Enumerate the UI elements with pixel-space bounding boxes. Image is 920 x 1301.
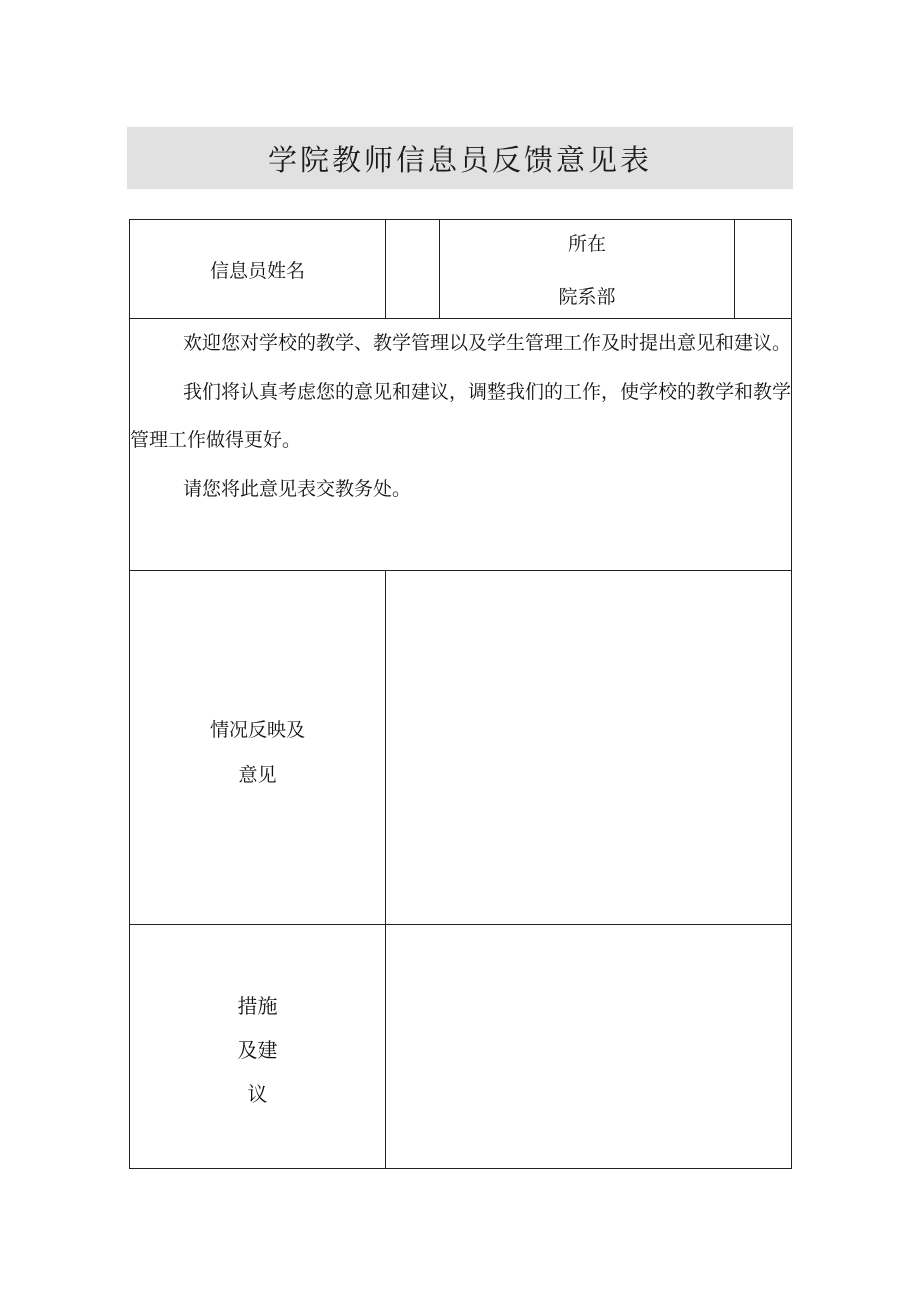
- feedback-label-cell: [130, 571, 386, 925]
- intro-text-cell: [130, 319, 792, 571]
- feedback-label-line2: 意见: [238, 763, 277, 786]
- department-label-line1: 所在: [567, 233, 606, 255]
- measures-label-cell: [130, 925, 386, 1169]
- measures-label-line2: 及建: [237, 1038, 278, 1062]
- intro-row: [130, 319, 792, 571]
- name-label-cell: [130, 220, 386, 319]
- department-field[interactable]: [735, 220, 792, 319]
- department-label-cell: [440, 220, 735, 319]
- measures-row: [130, 925, 792, 1169]
- intro-paragraph-3: 请您将此意见表交教务处。: [183, 477, 412, 500]
- measures-label-line1: 措施: [237, 994, 278, 1018]
- feedback-form-table: [129, 219, 792, 1169]
- info-row: [130, 220, 792, 319]
- measures-input-area[interactable]: [386, 925, 792, 1169]
- department-label-line2: 院系部: [558, 286, 616, 308]
- name-label: 信息员姓名: [209, 259, 305, 282]
- feedback-input-area[interactable]: [386, 571, 792, 925]
- page-title: 学院教师信息员反馈意见表: [267, 142, 652, 177]
- intro-paragraph-1: 欢迎您对学校的教学、教学管理以及学生管理工作及时提出意见和建议。: [183, 332, 792, 354]
- intro-paragraph-2: 我们将认真考虑您的意见和建议，调整我们的工作，使学校的教学和教学管理工作做得更好。: [130, 380, 792, 452]
- feedback-label-line1: 情况反映及: [209, 718, 305, 741]
- measures-label-line3: 议: [247, 1082, 268, 1106]
- name-field[interactable]: [386, 220, 440, 319]
- title-banner: [127, 127, 793, 189]
- feedback-row: [130, 571, 792, 925]
